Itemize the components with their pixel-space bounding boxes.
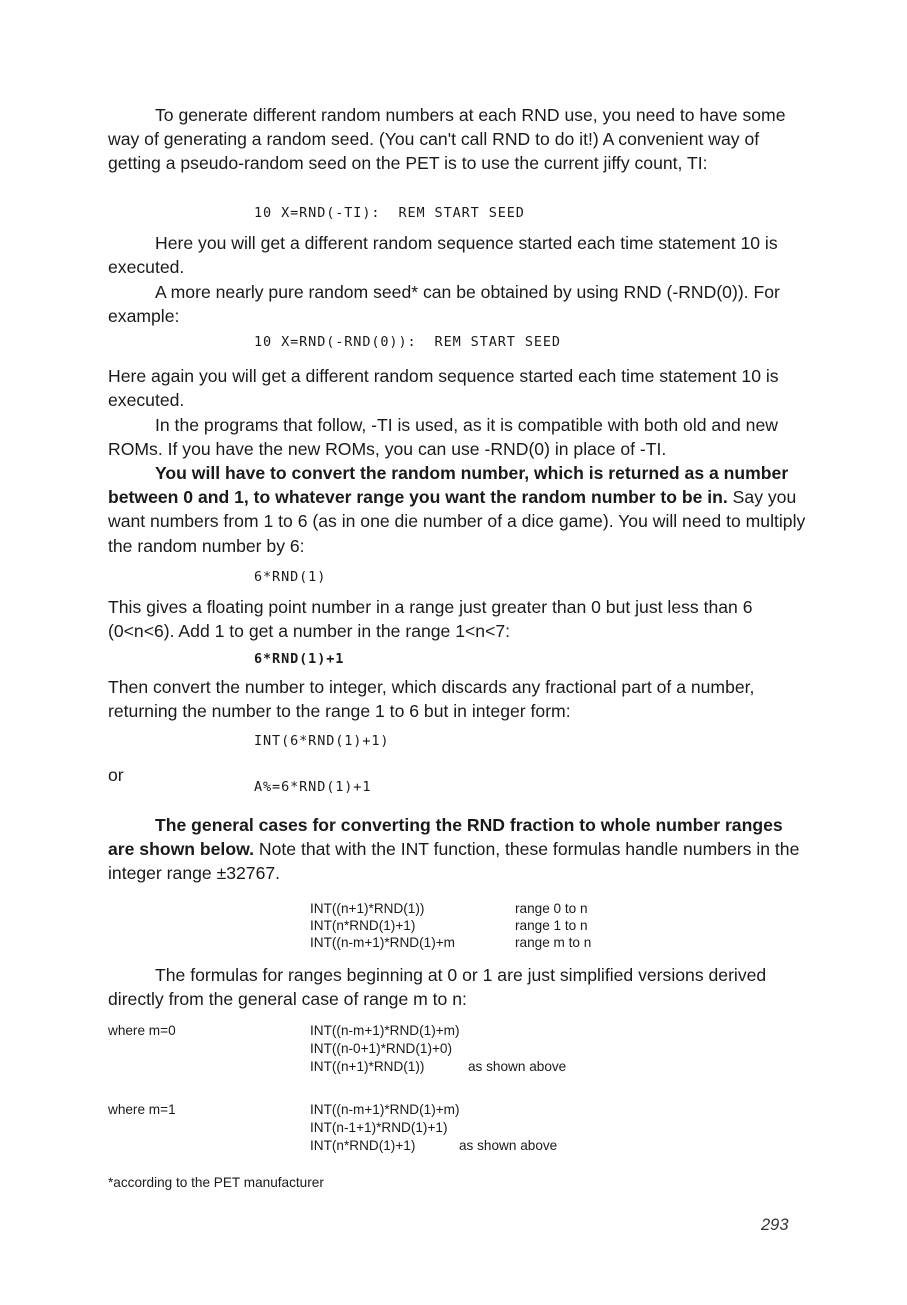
paragraph-seed-explain: Here you will get a different random sequence started each time statement 10 is executed. [108,233,778,278]
derivation-line: INT((n-m+1)*RND(1)+m) [310,1023,460,1038]
page-number: 293 [761,1216,789,1234]
formula-row-0-to-n: INT((n+1)*RND(1)) [310,901,425,916]
paragraph-pure-seed: A more nearly pure random seed* can be obtained by using RND (-RND(0)). For example: [108,282,780,327]
general-cases-text: Note that with the INT function, these formulas handle numbers in the integer range ±32767. [108,839,800,884]
paragraph-seed-intro: To generate different random numbers at each RND use, you need to have some way of generating a random seed. (You can't call RND to do it!) A convenient way of getting a pseudo-random seed on the PET is to use the current jiffy count, TI: [108,105,786,174]
paragraph-simplified: The formulas for ranges beginning at 0 or 1 are just simplified versions derived directly from the general case of range m to n: [108,965,767,1010]
paragraph-programs-note: In the programs that follow, -TI is used, as it is compatible with both old and new ROMs. If you have the new ROMs, you can use -RND(0) in place of -TI. [108,415,778,460]
general-cases-emphasis: The general cases for converting the RND fraction to whole number ranges are shown below. [108,815,783,860]
formula-row-1-to-n: INT(n*RND(1)+1) [310,918,416,933]
derivation-line: INT(n-1+1)*RND(1)+1) [310,1120,448,1135]
derivation-line: INT((n+1)*RND(1)) [310,1059,425,1074]
convert-range-emphasis: You will have to convert the random number, which is returned as a number between 0 and 1, to whatever range you want the random number to be in. [108,463,789,508]
derivation-note: as shown above [468,1059,567,1074]
code-add-one: 6*RND(1)+1 [254,651,345,667]
or-label: or [108,765,124,785]
derivation-line: INT((n-0+1)*RND(1)+0) [310,1041,453,1056]
paragraph-integer-convert: Then convert the number to integer, which discards any fractional part of a number, returning the number to the range 1 to 6 but in integer form: [108,677,755,722]
code-int: INT(6*RND(1)+1) [254,733,390,749]
code-seed-rnd: 10 X=RND(-RND(0)): REM START SEED [254,334,561,350]
code-integer-variable: A%=6*RND(1)+1 [254,779,372,795]
footnote: *according to the PET manufacturer [108,1175,324,1190]
formula-row-m-to-n: INT((n-m+1)*RND(1)+m [310,935,456,950]
code-seed-ti: 10 X=RND(-TI): REM START SEED [254,205,525,221]
derivation-line: INT((n-m+1)*RND(1)+m) [310,1102,460,1117]
paragraph-floating-point: This gives a floating point number in a range just greater than 0 but just less than 6 (0<n<6). Add 1 to get a number in the range 1<n<7: [108,597,753,642]
derivation-line: INT(n*RND(1)+1) [310,1138,416,1153]
paragraph-seed-explain-2: Here again you will get a different random sequence started each time statement 10 is executed. [108,366,779,411]
range-label-0-to-n: range 0 to n [515,901,588,916]
range-label-m-to-n: range m to n [515,935,592,950]
paragraph-convert-range [108,461,808,558]
convert-range-text: Say you want numbers from 1 to 6 (as in one die number of a dice game). You will need to multiply the random number by 6: [108,487,806,556]
code-multiply: 6*RND(1) [254,569,327,585]
paragraph-general-cases [108,813,808,886]
derivation-condition: where m=0 [108,1023,176,1038]
derivation-condition: where m=1 [108,1102,176,1117]
range-label-1-to-n: range 1 to n [515,918,588,933]
derivation-note: as shown above [459,1138,558,1153]
